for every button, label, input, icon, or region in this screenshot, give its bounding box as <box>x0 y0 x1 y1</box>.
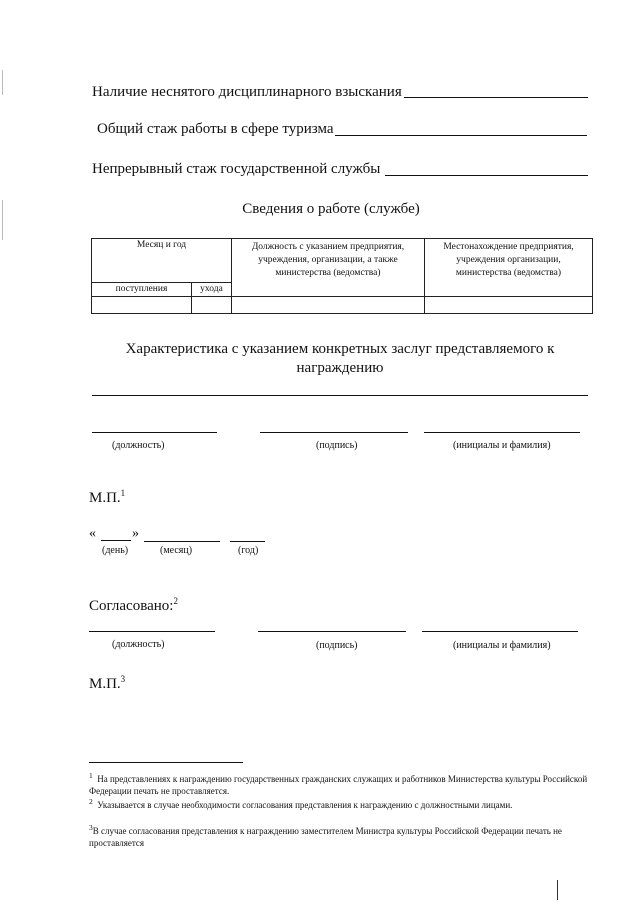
signature-caption: (подпись) <box>316 640 358 651</box>
footnote-separator <box>89 762 243 763</box>
field-discipline-label: Наличие неснятого дисциплинарного взыскания <box>92 84 402 100</box>
footnote-ref: 3 <box>120 674 126 684</box>
date-quote-close: » <box>132 526 139 541</box>
name-line[interactable] <box>424 432 580 433</box>
name-line[interactable] <box>422 631 578 632</box>
footnote-mark: 2 <box>89 797 93 806</box>
field-tourism-line[interactable] <box>335 135 587 136</box>
date-month-caption: (месяц) <box>160 545 193 556</box>
work-section-title: Сведения о работе (службе) <box>242 201 420 217</box>
field-civil-service-label: Непрерывный стаж государственной службы <box>92 161 381 177</box>
date-day-line[interactable] <box>101 540 131 541</box>
footnote-2: $^2$ Указывается в случае необходимости согласования представления к награждению с должностными лицами. <box>89 797 513 810</box>
field-civil-service-line[interactable] <box>385 175 588 176</box>
signature-line[interactable] <box>258 631 406 632</box>
characteristic-title-line2: награждению <box>296 360 384 376</box>
footnote-ref: 2 <box>173 596 178 606</box>
header-entry: поступления <box>92 283 192 297</box>
field-discipline-line[interactable] <box>404 97 588 98</box>
signature-line[interactable] <box>260 432 408 433</box>
date-year-line[interactable] <box>230 541 265 542</box>
date-month-line[interactable] <box>144 541 220 542</box>
date-year-caption: (год) <box>238 545 259 556</box>
footnote-1: $^1$ На представлениях к награждению государственных гражданских служащих и работников Министерства культуры Российской Федерации печать не проставляется. <box>89 771 588 796</box>
signature-caption: (подпись) <box>316 440 358 451</box>
field-tourism-label: Общий стаж работы в сфере туризма <box>97 121 334 137</box>
position-caption: (должность) <box>112 440 165 451</box>
header-location: Местонахождение предприятия, учреждения организации, министерства (ведомства) <box>425 239 593 297</box>
footnote-mark: 1 <box>89 771 93 780</box>
date-quote-open: « <box>89 526 96 541</box>
footnote-mark: 3 <box>89 823 93 832</box>
characteristic-title-line1: Характеристика с указанием конкретных заслуг представляемого к <box>125 341 555 357</box>
position-line[interactable] <box>92 432 217 433</box>
stamp-place-label: М.П.$^1$ <box>89 488 126 506</box>
date-day-caption: (день) <box>102 545 129 556</box>
header-exit: ухода <box>192 283 232 297</box>
position-caption: (должность) <box>112 639 165 650</box>
cell-location[interactable] <box>425 297 593 314</box>
work-history-table <box>91 238 593 314</box>
position-line[interactable] <box>89 631 215 632</box>
footnote-ref: 1 <box>120 488 126 498</box>
name-caption: (инициалы и фамилия) <box>453 640 551 651</box>
cell-position[interactable] <box>232 297 425 314</box>
characteristic-line[interactable] <box>92 395 588 396</box>
cell-entry[interactable] <box>92 297 192 314</box>
header-month-year: Месяц и год <box>92 239 232 283</box>
footnote-3: $^3$В случае согласования представления к награждению заместителем Министра культуры Российской Федерации печать не проставляется <box>89 823 562 848</box>
page-edge-mark <box>557 880 558 900</box>
header-position: Должность с указанием предприятия, учреждения, организации, а также министерства (ведомства) <box>232 239 425 297</box>
stamp-place-label: М.П.$^3$ <box>89 674 126 692</box>
cell-exit[interactable] <box>192 297 232 314</box>
agreed-label: Согласовано:$^2$ <box>89 596 178 614</box>
scan-edge-mark <box>2 70 3 95</box>
name-caption: (инициалы и фамилия) <box>453 440 551 451</box>
